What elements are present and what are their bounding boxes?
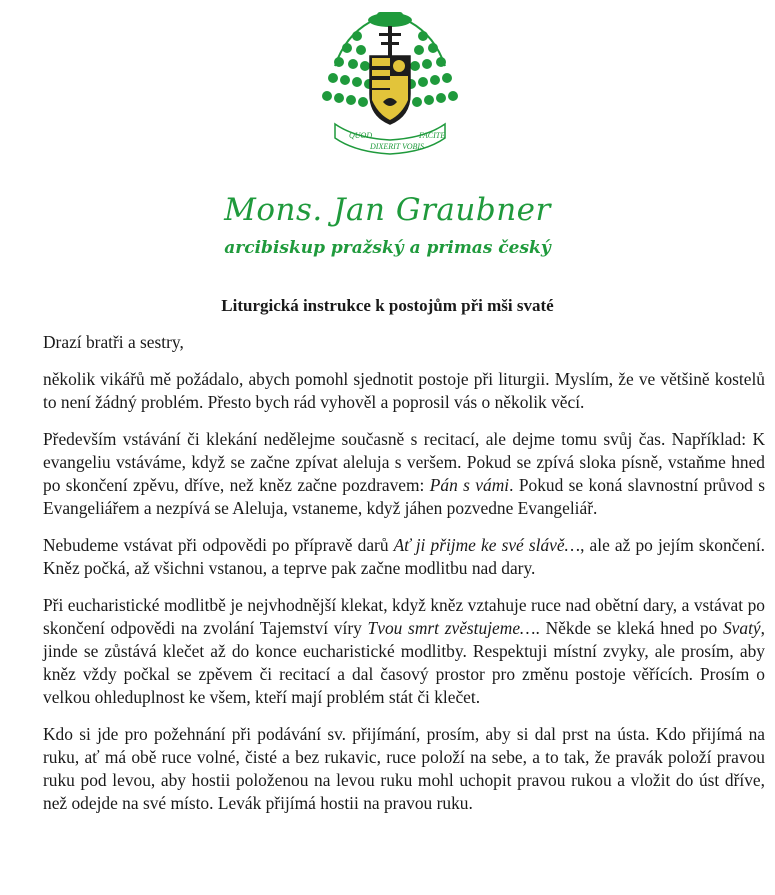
document-title: Liturgická instrukce k postojům při mši svaté [221,296,554,315]
coat-of-arms [315,6,465,156]
paragraph-5: Kdo si jde pro požehnání při podávání sv. přijímání, prosím, aby si dal prst na ústa. Kdo přijímá na ruku, ať má obě ruce volné, čisté a bez rukavic, ruce položí na sebe, a to tak, že pravák položí pravou ruku pod levou, aby hostii položenou na levou ruku mohl uchopit pravou rukou a vložit do úst dříve, než odejde na své místo. Levák přijímá hostii na pravou ruku. [43,724,765,813]
author-name: Mons. Jan Graubner [224,192,551,228]
motto-right: FACITE [419,131,446,140]
greeting: Drazí bratři a sestry, [43,332,184,352]
author-title: arcibiskup pražský a primas český [224,238,551,258]
document-body [43,331,765,829]
motto-center: DIXERIT VOBIS [370,142,425,151]
paragraph-2: Především vstávání či klekání nedělejme současně s recitací, ale dejme tomu svůj čas. Například: K evangeliu vstáváme, když se začne zpívat aleluja s veršem. Pokud se zpívá sloka písně, vstaňme hned po skončení zpěvu, dříve, než kněz začne pozdravem: Pán s vámi. Pokud se koná slavnostní průvod s Evangeliářem a nezpívá se Aleluja, vstaneme, když jáhen pozvedne Evangeliář. [43,429,765,518]
paragraph-1: několik vikářů mě požádalo, abych pomohl sjednotit postoje při liturgii. Myslím, že ve většině kostelů to není žádný problém. Přesto bych rád vyhověl a poprosil vás o několik věcí. [43,369,765,412]
paragraph-3: Nebudeme vstávat při odpovědi po přípravě darů Ať ji přijme ke své slávě…, ale až po jejím skončení. Kněz počká, až všichni vstanou, a teprve pak začne modlitbu nad dary. [43,535,765,578]
motto-left: QUOD [349,131,373,140]
coat-of-arms-icon [315,6,465,156]
paragraph-4: Při eucharistické modlitbě je nejvhodnější klekat, když kněz vztahuje ruce nad obětní dary, a vstávat po skončení odpovědi na zvolání Tajemství víry Tvou smrt zvěstujeme…. Někde se kleká hned po Svatý, jinde se zůstává klečet až do konce eucharistické modlitby. Respektuji místní zvyky, ale prosím, aby kněz vždy počkal se zpěvem či recitací a dal časový prostor pro změnu postoje věřících. Prosím o velkou ohleduplnost ke všem, kteří mají problém stát či klečet. [43,595,765,707]
